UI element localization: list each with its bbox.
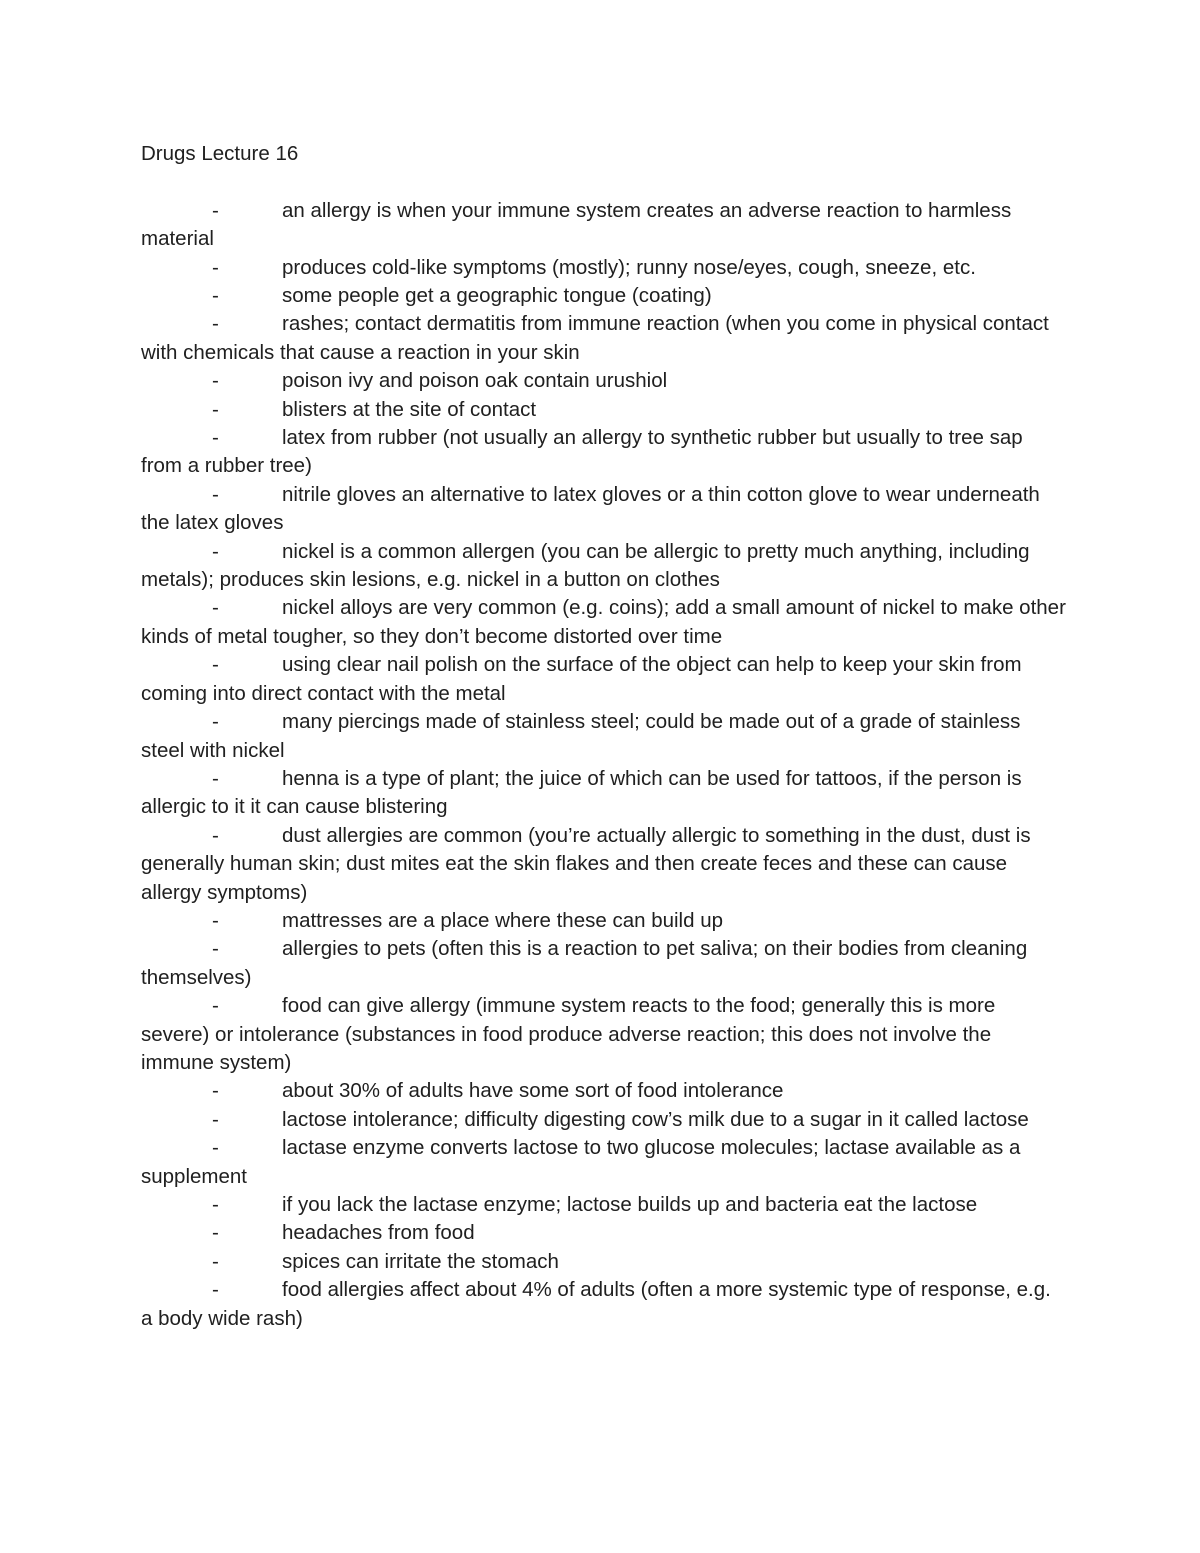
list-item-text: poison ivy and poison oak contain urushiol	[282, 369, 668, 393]
bullet-dash: -	[212, 1221, 219, 1245]
bullet-dash: -	[212, 198, 219, 222]
list-item	[141, 1219, 1066, 1247]
list-item-text: nickel alloys are very common (e.g. coins); add a small amount of nickel to make other kinds of metal tougher, so they don’t become distorted over time	[141, 596, 1066, 648]
list-item	[141, 594, 1066, 651]
bullet-dash: -	[212, 937, 219, 961]
bullet-dash: -	[212, 1193, 219, 1217]
list-item	[141, 1134, 1066, 1191]
list-item-text: if you lack the lactase enzyme; lactose builds up and bacteria eat the lactose	[282, 1193, 978, 1217]
bullet-dash: -	[212, 539, 219, 563]
document-page	[141, 140, 1066, 1333]
list-item-text: mattresses are a place where these can build up	[282, 908, 724, 932]
list-item-text: spices can irritate the stomach	[282, 1249, 559, 1273]
list-item-text: allergies to pets (often this is a reaction to pet saliva; on their bodies from cleaning themselves)	[141, 937, 1028, 989]
bullet-dash: -	[212, 255, 219, 279]
bullet-dash: -	[212, 1278, 219, 1302]
bullet-dash: -	[212, 994, 219, 1018]
list-item	[141, 254, 1066, 282]
list-item-text: henna is a type of plant; the juice of which can be used for tattoos, if the person is allergic to it it can cause blistering	[141, 766, 1022, 819]
list-item-text: food allergies affect about 4% of adults (often a more systemic type of response, e.g. a body wide rash)	[141, 1278, 1051, 1330]
list-item	[141, 992, 1066, 1077]
list-item	[141, 708, 1066, 765]
bullet-dash: -	[212, 1136, 219, 1160]
list-item-text: using clear nail polish on the surface of the object can help to keep your skin from coming into direct contact with the metal	[141, 653, 1022, 705]
bullet-dash: -	[212, 1107, 219, 1131]
list-item	[141, 935, 1066, 992]
bullet-dash: -	[212, 312, 219, 336]
list-item	[141, 1276, 1066, 1333]
list-item	[141, 538, 1066, 595]
list-item	[141, 822, 1066, 907]
list-item-text: lactose intolerance; difficulty digesting cow’s milk due to a sugar in it called lactose	[282, 1107, 1029, 1131]
bullet-dash: -	[212, 369, 219, 393]
list-item-text: lactase enzyme converts lactose to two glucose molecules; lactase available as a supplement	[141, 1136, 1021, 1188]
bullet-dash: -	[212, 908, 219, 932]
list-item	[141, 1191, 1066, 1219]
list-item	[141, 1077, 1066, 1105]
list-item	[141, 424, 1066, 481]
bullet-dash: -	[212, 284, 219, 308]
list-item-text: many piercings made of stainless steel; could be made out of a grade of stainless steel with nickel	[141, 710, 1021, 762]
bullet-dash: -	[212, 482, 219, 506]
list-item	[141, 907, 1066, 935]
list-item-text: some people get a geographic tongue (coating)	[282, 284, 712, 308]
list-item-text: food can give allergy (immune system reacts to the food; generally this is more severe) or intolerance (substances in food produce adverse reaction; this does not involve the immune system)	[141, 994, 996, 1074]
bullet-dash: -	[212, 766, 219, 790]
bullet-dash: -	[212, 823, 219, 847]
bullet-dash: -	[212, 397, 219, 421]
list-item	[141, 481, 1066, 538]
list-item	[141, 765, 1066, 822]
list-item-text: nitrile gloves an alternative to latex gloves or a thin cotton glove to wear underneath the latex gloves	[141, 482, 1040, 535]
list-item	[141, 651, 1066, 708]
list-item	[141, 396, 1066, 424]
list-item-text: dust allergies are common (you’re actually allergic to something in the dust, dust is generally human skin; dust mites eat the skin flakes and then create feces and these can cause allergy symptoms)	[141, 823, 1031, 904]
bullet-dash: -	[212, 1249, 219, 1273]
document-title: Drugs Lecture 16	[141, 142, 299, 165]
bullet-dash: -	[212, 710, 219, 734]
list-item	[141, 367, 1066, 395]
list-item	[141, 310, 1066, 367]
list-item-text: headaches from food	[282, 1221, 475, 1245]
bullet-dash: -	[212, 596, 219, 620]
blank-line	[141, 168, 1066, 196]
bullet-dash: -	[212, 653, 219, 677]
list-item-text: an allergy is when your immune system creates an adverse reaction to harmless material	[141, 198, 1012, 251]
bullet-dash: -	[212, 426, 219, 450]
list-item	[141, 197, 1066, 254]
list-item	[141, 282, 1066, 310]
list-item-text: about 30% of adults have some sort of food intolerance	[282, 1079, 784, 1103]
list-item-text: blisters at the site of contact	[282, 397, 537, 421]
list-item-text: rashes; contact dermatitis from immune reaction (when you come in physical contact with chemicals that cause a reaction in your skin	[141, 312, 1049, 364]
list-item-text: produces cold-like symptoms (mostly); runny nose/eyes, cough, sneeze, etc.	[282, 255, 976, 279]
list-item-text: nickel is a common allergen (you can be allergic to pretty much anything, including metals); produces skin lesions, e.g. nickel in a button on clothes	[141, 539, 1030, 592]
list-item-text: latex from rubber (not usually an allergy to synthetic rubber but usually to tree sap from a rubber tree)	[141, 426, 1023, 478]
bullet-list	[141, 197, 1066, 1333]
bullet-dash: -	[212, 1079, 219, 1103]
list-item	[141, 1106, 1066, 1134]
list-item	[141, 1248, 1066, 1276]
